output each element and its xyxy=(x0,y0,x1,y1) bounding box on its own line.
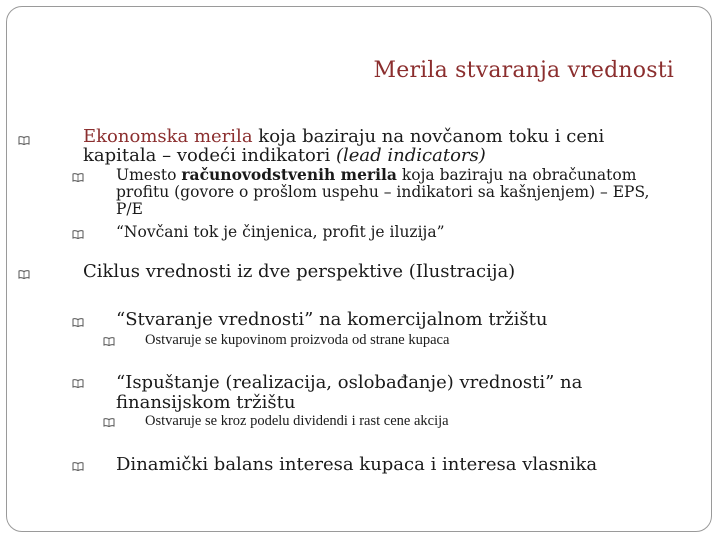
economic-measures-highlight: Ekonomska merila xyxy=(83,126,253,147)
page-icon xyxy=(72,318,84,327)
bullet-dividends: Ostvaruje se kroz podelu dividendi i rast cene akcija xyxy=(145,413,449,429)
accounting-line2: profitu (govore o prošlom uspehu – indikatori sa kašnjenjem) – EPS, xyxy=(116,183,650,201)
lead-indicators-text: kapitala – vodeći indikatori xyxy=(83,145,336,166)
page-icon xyxy=(72,173,84,182)
value-release-line2: finansijskom tržištu xyxy=(116,392,296,413)
bullet-dynamic-balance: Dinamički balans interesa kupaca i interesa vlasnika xyxy=(116,454,598,475)
accounting-pre: Umesto xyxy=(116,166,182,184)
page-icon xyxy=(72,230,84,239)
bullet-cash-flow-quote: “Novčani tok je činjenica, profit je iluzija” xyxy=(116,223,445,241)
accounting-line3: P/E xyxy=(116,200,143,218)
economic-measures-rest: koja baziraju na novčanom toku i ceni xyxy=(252,126,605,147)
accounting-bold: računovodstvenih merila xyxy=(181,165,397,184)
page-icon xyxy=(18,136,30,145)
page-icon xyxy=(72,379,84,388)
bullet-value-creation: “Stvaranje vrednosti” na komercijalnom tržištu xyxy=(116,309,548,330)
bullet-customer-purchase: Ostvaruje se kupovinom proizvoda od strane kupaca xyxy=(145,332,450,348)
bullet-accounting-measures xyxy=(116,167,636,183)
page-icon xyxy=(103,418,115,427)
lead-indicators-italic: (lead indicators) xyxy=(335,145,486,166)
accounting-post: koja baziraju na obračunatom xyxy=(396,166,637,184)
page-icon xyxy=(18,270,30,279)
slide-title: Merila stvaranja vrednosti xyxy=(373,58,674,83)
page-icon xyxy=(103,337,115,346)
bullet-economic-measures xyxy=(83,127,604,146)
page-icon xyxy=(72,462,84,471)
bullet-value-release: “Ispuštanje (realizacija, oslobađanje) vrednosti” na xyxy=(116,372,583,393)
bullet-economic-measures-line2 xyxy=(83,146,486,165)
bullet-value-cycle: Ciklus vrednosti iz dve perspektive (Ilustracija) xyxy=(83,261,516,282)
